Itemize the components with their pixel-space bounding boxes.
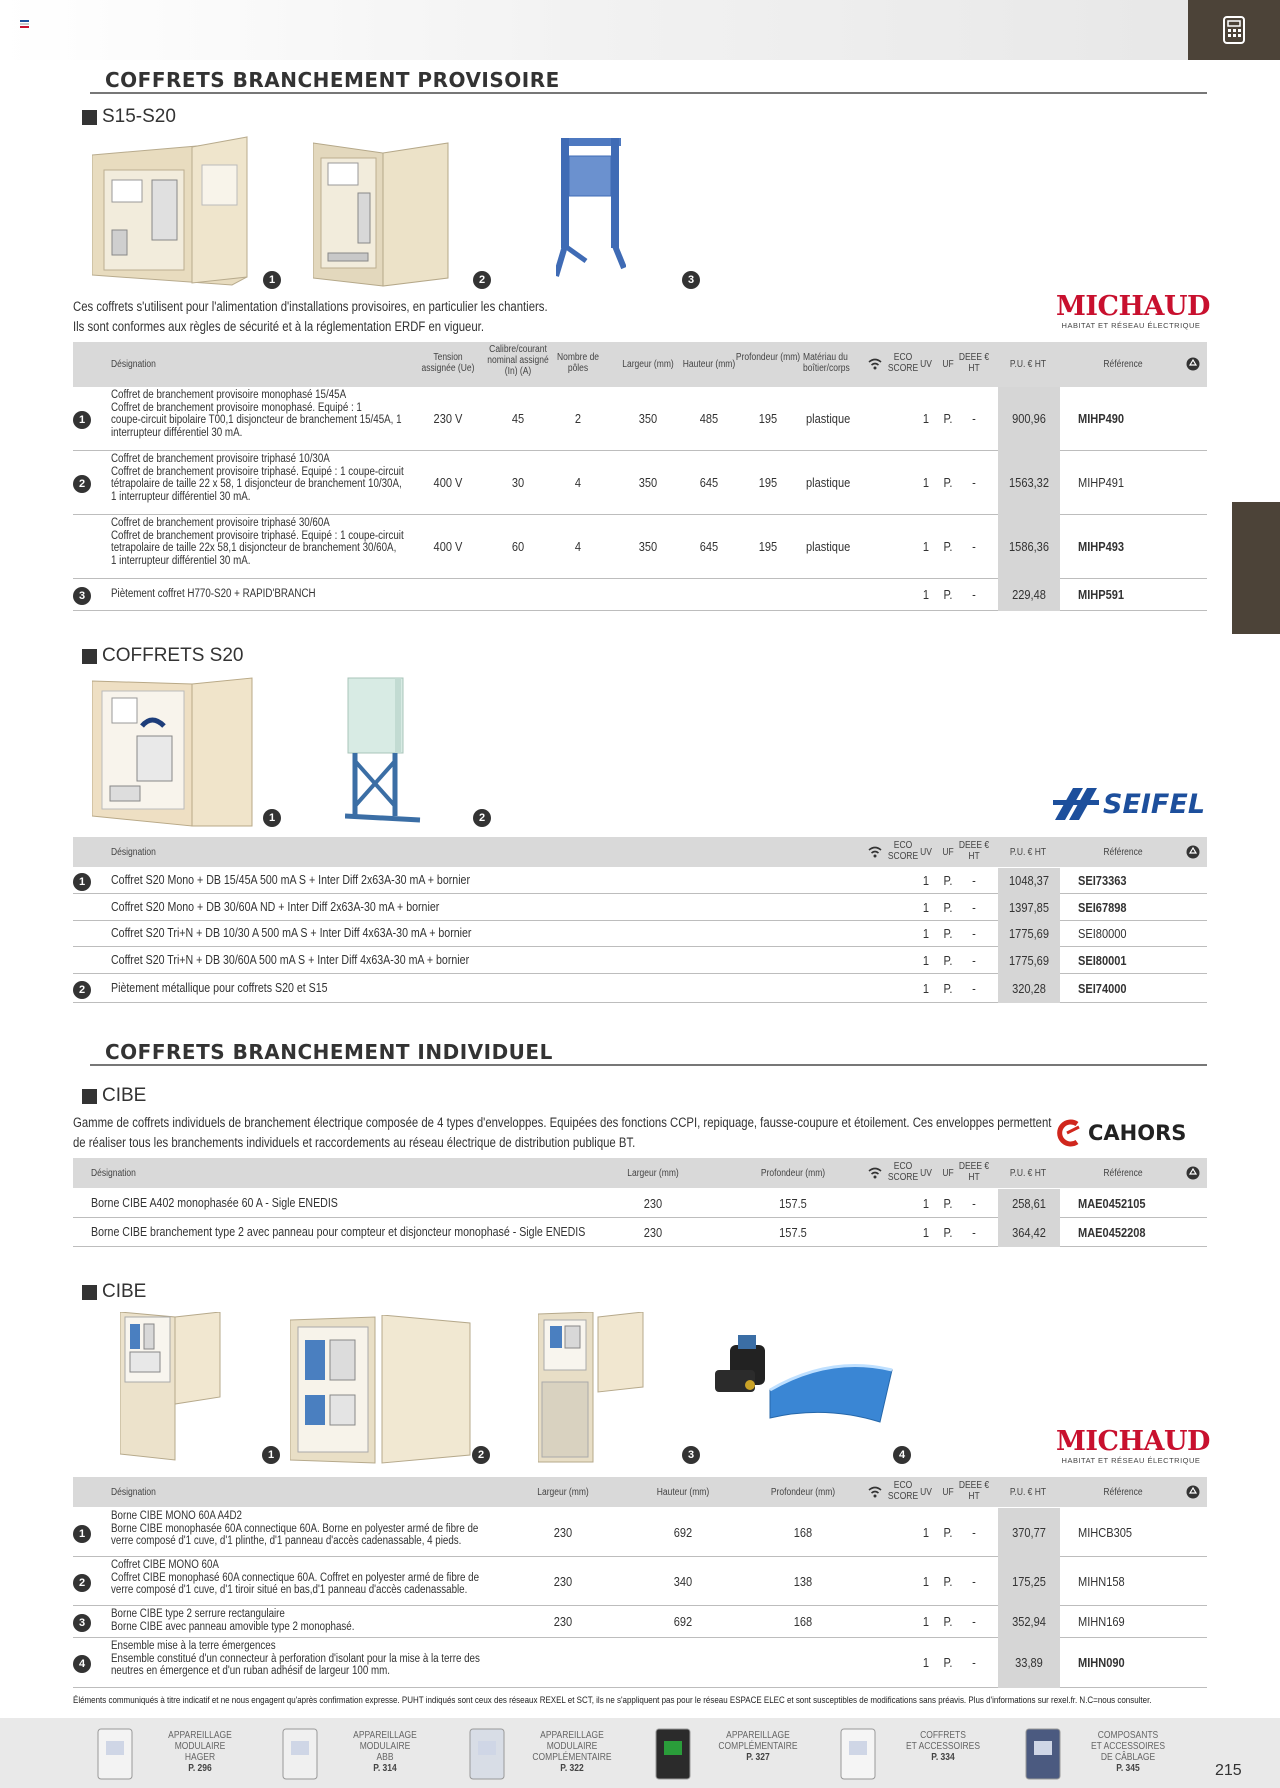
table-cell: 1 <box>922 899 930 915</box>
product-bubble: 4 <box>893 1446 911 1464</box>
designation <box>111 1640 480 1678</box>
terminal-block-icon <box>1018 1723 1068 1783</box>
nav-label-line: APPAREILLAGE <box>726 1730 790 1741</box>
subsection-title: CIBE <box>82 1085 146 1107</box>
table-cell: P. <box>943 539 953 554</box>
table-cell: 1 <box>922 1573 930 1589</box>
reference-link[interactable]: SEI80001 <box>1078 952 1127 968</box>
michaud-logo: MICHAUD HABITAT ET RÉSEAU ÉLECTRIQUE <box>1056 291 1210 330</box>
recycle-icon <box>1186 1485 1200 1499</box>
enclosure-icon <box>833 1723 883 1783</box>
designation: Coffret S20 Tri+N + DB 10/30 A 500 mA S + Inter Diff 4x63A-30 mA + bornier <box>111 926 472 940</box>
table-cell: - <box>972 1614 976 1629</box>
table-cell: 900,96 <box>1012 411 1046 426</box>
table-cell: 364,42 <box>1012 1224 1046 1240</box>
table-cell: 1 <box>922 873 930 888</box>
coffret-tri-image <box>313 138 453 288</box>
reference-link[interactable]: SEI73363 <box>1078 873 1127 888</box>
designation: Borne CIBE branchement type 2 avec panneau pour compteur et disjoncteur monophasé - Sigle ENEDIS <box>91 1224 586 1239</box>
table-cell: 400 V <box>433 539 463 554</box>
designation-line: Borne CIBE avec panneau amovible type 2 monophasé. <box>111 1620 355 1633</box>
section-divider <box>90 1064 1207 1066</box>
row-number-bubble: 3 <box>73 587 91 605</box>
designation-line: Coffret CIBE monophasé 60A connectique 60A. Coffret en polyester armé de fibre de <box>111 1571 480 1584</box>
designation: Coffret S20 Mono + DB 30/60A ND + Inter Diff 2x63A-30 mA + bornier <box>111 899 440 914</box>
contactor-icon <box>648 1723 698 1783</box>
table-cell: 60 <box>511 539 525 554</box>
nav-page: P. 296 <box>188 1763 212 1774</box>
designation-line: interrupteur différentiel 30 mA. <box>111 426 243 439</box>
table-row <box>73 1189 1207 1218</box>
designation-line: verre composé d'1 cuve, d'1 plinthe, d'1 panneau d'accès cadenassable, 4 pieds. <box>111 1535 462 1547</box>
table-cell: 370,77 <box>1012 1524 1046 1540</box>
row-number-bubble: 1 <box>73 1525 91 1543</box>
nav-link-6[interactable] <box>1018 1718 1198 1788</box>
row-number-bubble: 1 <box>73 873 91 891</box>
table-cell: 692 <box>673 1524 693 1540</box>
nav-label-line: HAGER <box>184 1752 216 1763</box>
table-cell: 1 <box>922 1655 930 1670</box>
designation: Coffret S20 Mono + DB 15/45A 500 mA S + Inter Diff 2x63A-30 mA + bornier <box>111 873 471 887</box>
section-description: Gamme de coffrets individuels de branchement électrique composée de 4 types d'enveloppes. Equipées des fonctions CCPI, repiquage, fausse-coupure et étoilement. Ces enveloppes permettent <box>73 1115 1052 1130</box>
designation-line: Borne CIBE monophasée 60A connectique 60A. Borne en polyester armé de fibre de <box>111 1522 479 1535</box>
nav-page: P. 345 <box>1116 1763 1140 1774</box>
wifi-icon <box>868 358 882 370</box>
nav-label <box>711 1730 805 1763</box>
pietement-image <box>556 136 626 281</box>
table-cell: - <box>972 899 976 915</box>
coffret-s20-image <box>92 676 257 828</box>
table-cell: - <box>972 587 976 602</box>
table-cell: 1775,69 <box>1009 952 1049 968</box>
table-cell: 33,89 <box>1015 1655 1043 1670</box>
nav-label-line: APPAREILLAGE <box>353 1730 417 1741</box>
table-row <box>73 868 1207 894</box>
table-cell: - <box>972 1524 976 1540</box>
designation-line: verre composé d'1 cuve, d'1 tiroir situé en bas,d'1 panneau d'accès cadenassable. <box>111 1584 468 1596</box>
table-header: Désignation ECO SCORE UV UF DEEE € HT P.U. € HT Référence <box>73 837 1207 867</box>
table-cell: 1 <box>922 1224 930 1240</box>
nav-link-4[interactable] <box>648 1718 828 1788</box>
nav-label-line: DE CÂBLAGE <box>1100 1752 1156 1763</box>
designation: Coffret S20 Tri+N + DB 30/60A 500 mA S + Inter Diff 4x63A-30 mA + bornier <box>111 952 470 967</box>
reference-link[interactable]: SEI74000 <box>1078 980 1127 996</box>
borne-cibe-mono-image <box>120 1312 225 1462</box>
footnote: Éléments communiqués à titre indicatif et ne nous engagent qu'après confirmation expresse. PUHT indiqués sont ceux des réseaux REXEL et SCT, ils ne s'appliquent pas pour le réseau ESPACE ELEC et sont susceptibles de modifications sans préavis. Plus d'informations sur rexel.fr. N.C=nous consulter. <box>73 1695 1152 1706</box>
designation-line: Coffret de branchement provisoire monophasé 15/45A <box>111 389 347 401</box>
designation-line: Coffret de branchement provisoire triphasé. Equipé : 1 coupe-circuit <box>111 529 404 542</box>
table-cell: P. <box>943 1573 953 1589</box>
nav-label <box>896 1730 990 1763</box>
table-cell: 138 <box>793 1573 813 1589</box>
table-row <box>73 974 1207 1003</box>
row-number-bubble: 2 <box>73 1574 91 1592</box>
reference-link[interactable]: MIHP491 <box>1078 475 1125 490</box>
table-cell: 320,28 <box>1012 980 1046 996</box>
table-cell: 2 <box>574 411 582 426</box>
section-title: COFFRETS BRANCHEMENT PROVISOIRE <box>105 68 560 92</box>
nav-label-line: MODULAIRE <box>546 1741 598 1752</box>
nav-label <box>525 1730 619 1774</box>
table-cell: P. <box>943 980 953 996</box>
wifi-icon <box>868 1167 882 1179</box>
table-cell: - <box>972 952 976 968</box>
table-cell: 350 <box>638 411 658 426</box>
seifel-mark-icon <box>1053 786 1099 822</box>
table-cell: 157.5 <box>779 1224 807 1240</box>
section-description: de réaliser tous les branchements individuels et raccordements au réseau électrique de distribution publique BT. <box>73 1135 636 1150</box>
table-cell: P. <box>943 952 953 968</box>
nav-label-line: ET ACCESSOIRES <box>1090 1741 1166 1752</box>
table-cell: 1 <box>922 475 930 490</box>
nav-link-3[interactable] <box>462 1718 642 1788</box>
nav-label <box>1081 1730 1175 1774</box>
designation-line: Ensemble mise à la terre émergences <box>111 1640 276 1652</box>
designation-line: Coffret de branchement provisoire triphasé 10/30A <box>111 453 330 465</box>
table-cell: plastique <box>806 475 851 490</box>
product-bubble: 2 <box>473 271 491 289</box>
table-cell: - <box>972 926 976 941</box>
section-description: Ces coffrets s'utilisent pour l'alimentation d'installations provisoires, en particulier les chantiers. <box>73 299 548 314</box>
nav-label-line: MODULAIRE <box>174 1741 226 1752</box>
designation <box>111 1559 479 1597</box>
product-bubble: 3 <box>682 271 700 289</box>
designation <box>111 453 404 503</box>
coffret-cibe-mono-image <box>290 1315 472 1465</box>
product-bubble: 1 <box>262 1446 280 1464</box>
table-row <box>73 515 1207 579</box>
product-bubble: 1 <box>263 271 281 289</box>
table-cell: P. <box>943 926 953 941</box>
table-cell: 258,61 <box>1012 1195 1046 1211</box>
table-cell: - <box>972 980 976 996</box>
table-cell: 229,48 <box>1012 587 1046 602</box>
table-cell: 1 <box>922 539 930 554</box>
nav-label <box>153 1730 247 1774</box>
table-cell: 1048,37 <box>1009 873 1049 888</box>
table-cell: - <box>972 1224 976 1240</box>
table-cell: 692 <box>673 1614 693 1629</box>
table-row <box>73 1638 1207 1688</box>
calculator-icon <box>1223 16 1245 44</box>
nav-page: P. 334 <box>931 1752 955 1763</box>
table-cell: 645 <box>699 539 719 554</box>
subsection-title: COFFRETS S20 <box>82 645 243 667</box>
section-divider <box>90 92 1207 94</box>
reference-link[interactable]: MIHP591 <box>1078 587 1125 602</box>
reference-link[interactable]: MIHP493 <box>1078 539 1125 554</box>
product-bubble: 1 <box>263 809 281 827</box>
nav-page: P. 314 <box>373 1763 397 1774</box>
seifel-logo: SEIFEL <box>1053 786 1205 822</box>
table-cell: 1 <box>922 411 930 426</box>
calculator-tab[interactable] <box>1188 0 1280 60</box>
coffret-mono-image <box>92 135 252 287</box>
table-cell: 350 <box>638 475 658 490</box>
nav-page: P. 327 <box>746 1752 770 1763</box>
nav-link-2[interactable] <box>275 1718 455 1788</box>
table-cell: 1 <box>922 1614 930 1629</box>
designation-line: Coffret de branchement provisoire triphasé 30/60A <box>111 517 330 529</box>
nav-link-5[interactable] <box>833 1718 1013 1788</box>
wifi-icon <box>868 1486 882 1498</box>
product-bubble: 2 <box>472 1446 490 1464</box>
reference-link[interactable]: MAE0452105 <box>1078 1195 1146 1211</box>
table-cell: P. <box>943 1224 953 1240</box>
designation-line: Borne CIBE MONO 60A A4D2 <box>111 1510 242 1522</box>
table-cell: - <box>972 1195 976 1211</box>
section-title: COFFRETS BRANCHEMENT INDIVIDUEL <box>105 1040 553 1064</box>
table-header: Désignation Tension assignée (Ue) Calibre/courant nominal assigné (In) (A) Nombre de pôles Largeur (mm) Hauteur (mm) Profondeur (mm) Matériau du boîtier/corps ECO SCORE UV UF DEEE € HT P.U. € HT Référence <box>73 342 1207 387</box>
table-cell: 400 V <box>433 475 463 490</box>
table-cell: 195 <box>758 539 778 554</box>
table-cell: 1 <box>922 980 930 996</box>
designation-line: coupe-circuit bipolaire T00,1 disjoncteur de branchement 15/45A, 1 <box>111 414 402 426</box>
table-cell: 230 <box>553 1524 573 1540</box>
table-cell: - <box>972 411 976 426</box>
table-cell: 230 <box>553 1573 573 1589</box>
designation-line: Coffret CIBE MONO 60A <box>111 1559 219 1571</box>
table-cell: 4 <box>574 475 582 490</box>
table-cell: 230 V <box>433 411 463 426</box>
timer-icon <box>462 1723 512 1783</box>
table-cell: 1 <box>922 1195 930 1211</box>
designation-line: Borne CIBE type 2 serrure rectangulaire <box>111 1608 285 1620</box>
table-cell: 4 <box>574 539 582 554</box>
table-row <box>73 451 1207 515</box>
nav-label-line: ET ACCESSOIRES <box>905 1741 981 1752</box>
table-cell: P. <box>943 1655 953 1670</box>
table-cell: P. <box>943 899 953 915</box>
nav-label-line: MODULAIRE <box>359 1741 411 1752</box>
table-cell: 1563,32 <box>1009 475 1049 490</box>
nav-label-line: APPAREILLAGE <box>540 1730 604 1741</box>
table-cell: 157.5 <box>779 1195 807 1211</box>
side-tab[interactable] <box>1232 502 1280 634</box>
reference-link[interactable]: MIHCB305 <box>1078 1524 1133 1540</box>
table-cell: 485 <box>699 411 719 426</box>
table-row <box>73 387 1207 451</box>
table-cell: plastique <box>806 411 851 426</box>
table-cell: P. <box>943 411 953 426</box>
designation <box>111 389 402 439</box>
reference-link[interactable]: MIHP490 <box>1078 411 1125 426</box>
table-row <box>73 1606 1207 1638</box>
table-cell: 1586,36 <box>1009 539 1049 554</box>
designation-line: 1 interrupteur différentiel 30 mA. <box>111 490 251 503</box>
reference-link[interactable]: SEI67898 <box>1078 899 1127 915</box>
table-row <box>73 947 1207 974</box>
designation-line: neutres en émergence et d'un ruban adhésif de largeur 100 mm. <box>111 1665 390 1677</box>
designation-line: 1 interrupteur différentiel 30 mA. <box>111 554 251 567</box>
cahors-mark-icon <box>1055 1119 1083 1147</box>
table-cell: - <box>972 1655 976 1670</box>
product-bubble: 2 <box>473 809 491 827</box>
michaud-logo: MICHAUD HABITAT ET RÉSEAU ÉLECTRIQUE <box>1056 1426 1210 1465</box>
table-cell: P. <box>943 873 953 888</box>
designation <box>111 1608 354 1633</box>
row-number-bubble: 2 <box>73 475 91 493</box>
breaker-abb-icon <box>275 1723 325 1783</box>
table-cell: 230 <box>643 1224 663 1240</box>
nav-label <box>338 1730 432 1774</box>
table-cell: 168 <box>793 1524 813 1540</box>
table-cell: - <box>972 873 976 888</box>
table-row <box>73 579 1207 611</box>
table-cell: 195 <box>758 475 778 490</box>
designation-line: tétrapolaire de taille 22 x 58, 1 disjoncteur de branchement 10/30A, <box>111 478 402 490</box>
table-row <box>73 894 1207 921</box>
page-number: 215 <box>1215 1762 1242 1779</box>
table-row <box>73 1508 1207 1557</box>
reference-link[interactable]: SEI80000 <box>1078 926 1127 941</box>
table-row <box>73 1557 1207 1606</box>
reference-link[interactable]: MIHN090 <box>1078 1655 1125 1670</box>
table-cell: 175,25 <box>1012 1573 1046 1589</box>
designation-line: Coffret de branchement provisoire triphasé. Equipé : 1 coupe-circuit <box>111 465 404 478</box>
table-cell: 1 <box>922 926 930 941</box>
table-cell: 230 <box>553 1614 573 1629</box>
reference-link[interactable]: MIHN169 <box>1078 1614 1125 1629</box>
table-cell: 1 <box>922 587 930 602</box>
nav-page: P. 322 <box>560 1763 584 1774</box>
nav-label-line: COMPOSANTS <box>1097 1730 1159 1741</box>
table-cell: 168 <box>793 1614 813 1629</box>
nav-label-line: COFFRETS <box>920 1730 966 1741</box>
table-cell: 645 <box>699 475 719 490</box>
reference-link[interactable]: MIHN158 <box>1078 1573 1125 1589</box>
pietement-s20-image <box>345 676 435 824</box>
row-number-bubble: 4 <box>73 1655 91 1673</box>
table-row <box>73 1218 1207 1247</box>
table-cell: plastique <box>806 539 851 554</box>
designation-line: Piètement coffret H770-S20 + RAPID'BRANCH <box>111 588 316 600</box>
nav-label-line: APPAREILLAGE <box>168 1730 232 1741</box>
ensemble-terre-image <box>710 1330 895 1430</box>
row-number-bubble: 2 <box>73 981 91 999</box>
table-cell: P. <box>943 475 953 490</box>
subsection-title: S15-S20 <box>82 106 176 128</box>
designation-line: tetrapolaire de taille 22x 58,1 disjoncteur de branchement 30/60A, <box>111 542 397 554</box>
table-cell: 30 <box>511 475 525 490</box>
table-cell: - <box>972 1573 976 1589</box>
table-cell: - <box>972 475 976 490</box>
table-cell: - <box>972 539 976 554</box>
designation <box>111 517 404 567</box>
table-row <box>73 921 1207 947</box>
table-cell: P. <box>943 1195 953 1211</box>
recycle-icon <box>1186 845 1200 859</box>
reference-link[interactable]: MAE0452208 <box>1078 1224 1146 1240</box>
table-header: Désignation Largeur (mm) Hauteur (mm) Profondeur (mm) ECO SCORE UV UF DEEE € HT P.U. € HT Référence <box>73 1477 1207 1507</box>
table-cell: 340 <box>673 1573 693 1589</box>
breaker-hager-icon <box>90 1723 140 1783</box>
table-cell: P. <box>943 587 953 602</box>
designation: Piètement métallique pour coffrets S20 et S15 <box>111 980 328 995</box>
designation <box>111 588 316 601</box>
wifi-icon <box>868 846 882 858</box>
nav-label-line: ABB <box>376 1752 394 1763</box>
row-number-bubble: 3 <box>73 1614 91 1632</box>
row-number-bubble: 1 <box>73 411 91 429</box>
table-cell: 350 <box>638 539 658 554</box>
recycle-icon <box>1186 1166 1200 1180</box>
table-header: Désignation Largeur (mm) Profondeur (mm) ECO SCORE UV UF DEEE € HT P.U. € HT Référence <box>73 1158 1207 1188</box>
nav-link-1[interactable] <box>90 1718 270 1788</box>
designation-line: Coffret de branchement provisoire monophasé. Equipé : 1 <box>111 401 362 414</box>
cahors-logo: CAHORS <box>1055 1119 1186 1147</box>
table-cell: 230 <box>643 1195 663 1211</box>
borne-cibe-type2-image <box>538 1312 646 1464</box>
table-cell: P. <box>943 1614 953 1629</box>
table-cell: P. <box>943 1524 953 1540</box>
product-bubble: 3 <box>682 1446 700 1464</box>
table-cell: 1 <box>922 1524 930 1540</box>
nav-label-line: COMPLÉMENTAIRE <box>532 1752 612 1763</box>
table-cell: 352,94 <box>1012 1614 1046 1629</box>
nav-label-line: COMPLÉMENTAIRE <box>718 1741 798 1752</box>
table-cell: 1397,85 <box>1009 899 1049 915</box>
table-cell: 195 <box>758 411 778 426</box>
top-bar <box>0 0 1280 60</box>
subsection-title: CIBE <box>82 1281 146 1303</box>
designation-line: Ensemble constitué d'un connecteur à perforation d'isolant pour la mise à la terre des <box>111 1652 480 1665</box>
recycle-icon <box>1186 357 1200 371</box>
designation: Borne CIBE A402 monophasée 60 A - Sigle ENEDIS <box>91 1195 338 1210</box>
table-cell: 1 <box>922 952 930 968</box>
table-cell: 45 <box>511 411 525 426</box>
section-description: Ils sont conformes aux règles de sécurité et à la réglementation ERDF en vigueur. <box>73 319 484 334</box>
designation <box>111 1510 478 1548</box>
flag-icon <box>20 20 29 28</box>
table-cell: 1775,69 <box>1009 926 1049 941</box>
